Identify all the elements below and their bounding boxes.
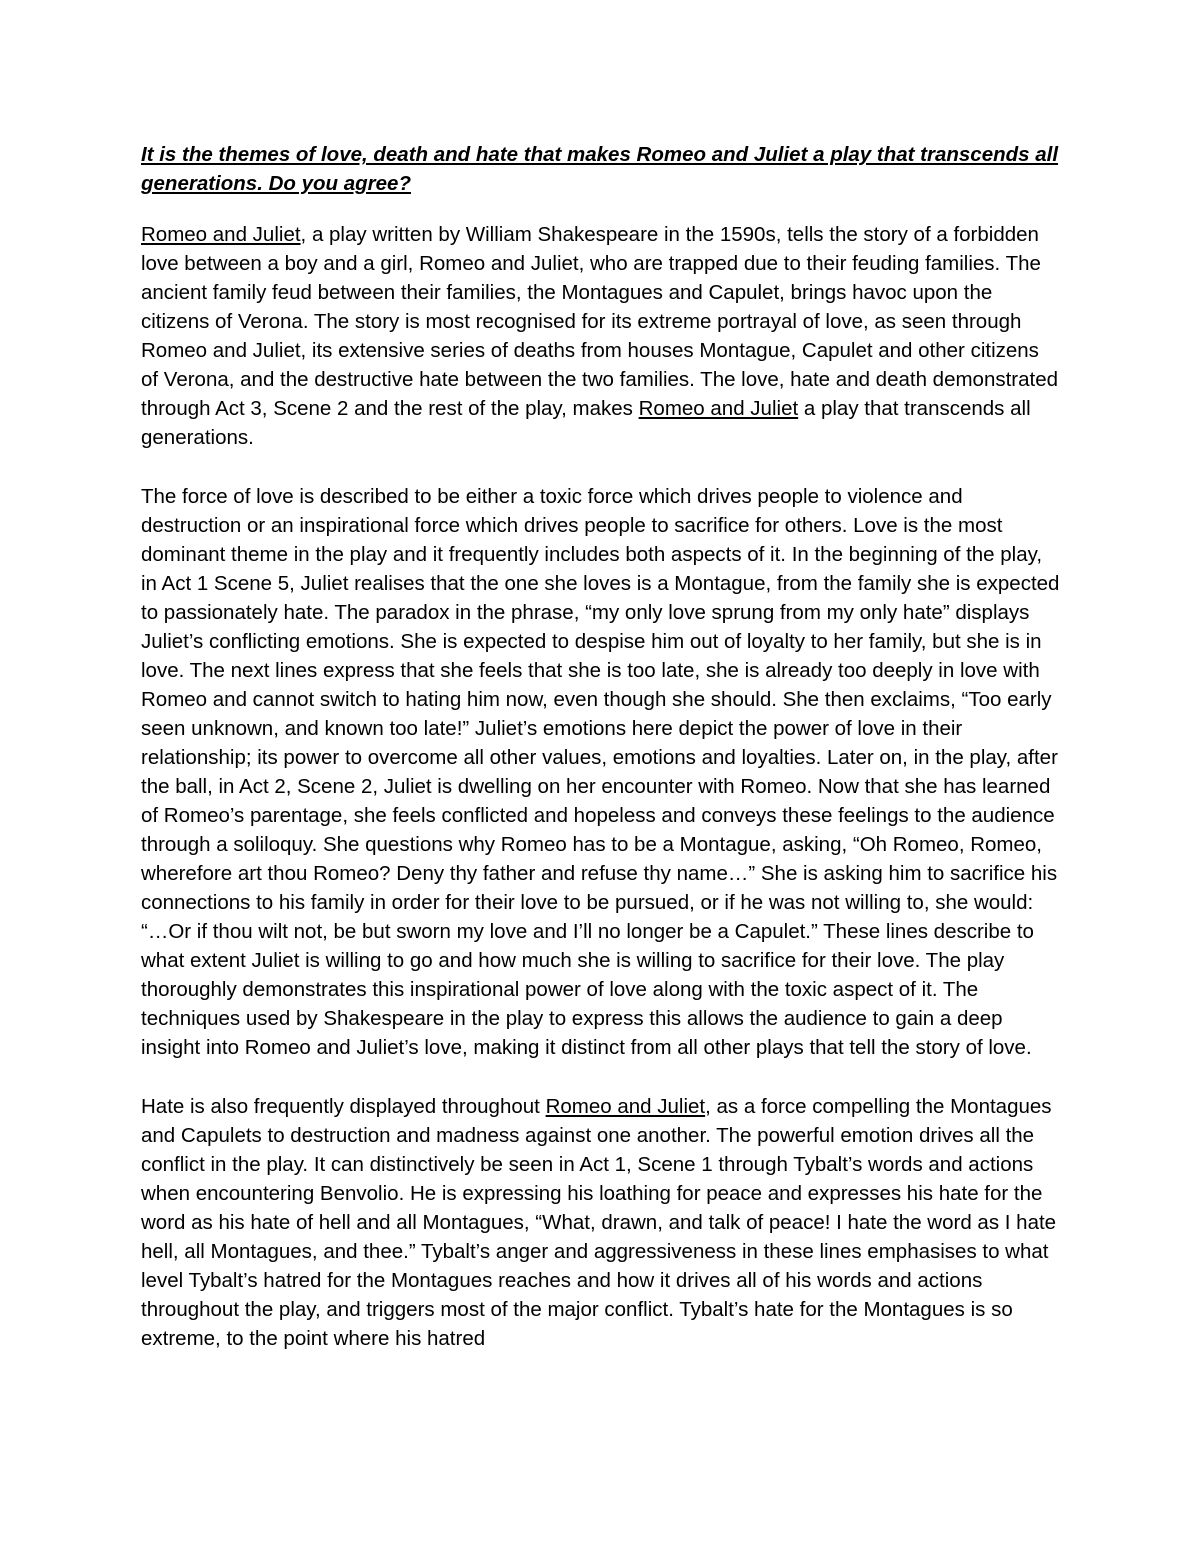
play-title-reference: Romeo and Juliet: [638, 397, 799, 420]
document-page: [141, 140, 1061, 1353]
play-title-reference: Romeo and Juliet: [141, 223, 301, 246]
paragraph-text: a play that transcends all generations.: [141, 397, 1031, 449]
play-title-reference: Romeo and Juliet: [545, 1095, 706, 1118]
paragraph-text: , a play written by William Shakespeare in the 1590s, tells the story of a forbidden love between a boy and a girl, Romeo and Juliet, who are trapped due to their feuding families. The ancient family feud between their families, the Montagues and Capulet, brings havoc upon the citizens of Verona. The story is most recognised for its extreme portrayal of love, as seen through Romeo and Juliet, its extensive series of deaths from houses Montague, Capulet and other citizens of Verona, and the destructive hate between the two families. The love, hate and death demonstrated through Act 3, Scene 2 and the rest of the play, makes: [141, 223, 1059, 420]
paragraph-text: Hate is also frequently displayed throughout: [141, 1095, 546, 1118]
paragraph-text: The force of love is described to be either a toxic force which drives people to violence and destruction or an inspirational force which drives people to sacrifice for others. Love is the most dominant theme in the play and it frequently includes both aspects of it. In the beginning of the play, in Act 1 Scene 5, Juliet realises that the one she loves is a Montague, from the family she is expected to passionately hate. The paradox in the phrase, “my only love sprung from my only hate” displays Juliet’s conflicting emotions. She is expected to despise him out of loyalty to her family, but she is in love. The next lines express that she feels that she is too late, she is already too deeply in love with Romeo and cannot switch to hating him now, even though she should. She then exclaims, “Too early seen unknown, and known too late!” Juliet’s emotions here depict the power of love in their relationship; its power to overcome all other values, emotions and loyalties. Later on, in the play, after the ball, in Act 2, Scene 2, Juliet is dwelling on her encounter with Romeo. Now that she has learned of Romeo’s parentage, she feels conflicted and hopeless and conveys these feelings to the audience through a soliloquy. She questions why Romeo has to be a Montague, asking, “Oh Romeo, Romeo, wherefore art thou Romeo? Deny thy father and refuse thy name…” She is asking him to sacrifice his connections to his family in order for their love to be pursued, or if he was not willing to, she would: “…Or if thou wilt not, be but sworn my love and I’ll no longer be a Capulet.” These lines describe to what extent Juliet is willing to go and how much she is willing to sacrifice for their love. The play thoroughly demonstrates this inspirational power of love along with the toxic aspect of it. The techniques used by Shakespeare in the play to express this allows the audience to gain a deep insight into Romeo and Juliet’s love, making it distinct from all other plays that tell the story of love.: [141, 485, 1060, 1059]
paragraph-hate: [141, 1092, 1061, 1353]
essay-title: It is the themes of love, death and hate that makes Romeo and Juliet a play that transcends all generations. Do you agree?: [141, 143, 1059, 195]
paragraph-love: [141, 482, 1061, 1062]
paragraph-intro: [141, 220, 1061, 452]
paragraph-text: , as a force compelling the Montagues and Capulets to destruction and madness against one another. The powerful emotion drives all the conflict in the play. It can distinctively be seen in Act 1, Scene 1 through Tybalt’s words and actions when encountering Benvolio. He is expressing his loathing for peace and expresses his hate for the word as his hate of hell and all Montagues, “What, drawn, and talk of peace! I hate the word as I hate hell, all Montagues, and thee.” Tybalt’s anger and aggressiveness in these lines emphasises to what level Tybalt’s hatred for the Montagues reaches and how it drives all of his words and actions throughout the play, and triggers most of the major conflict. Tybalt’s hate for the Montagues is so extreme, to the point where his hatred: [141, 1095, 1057, 1350]
